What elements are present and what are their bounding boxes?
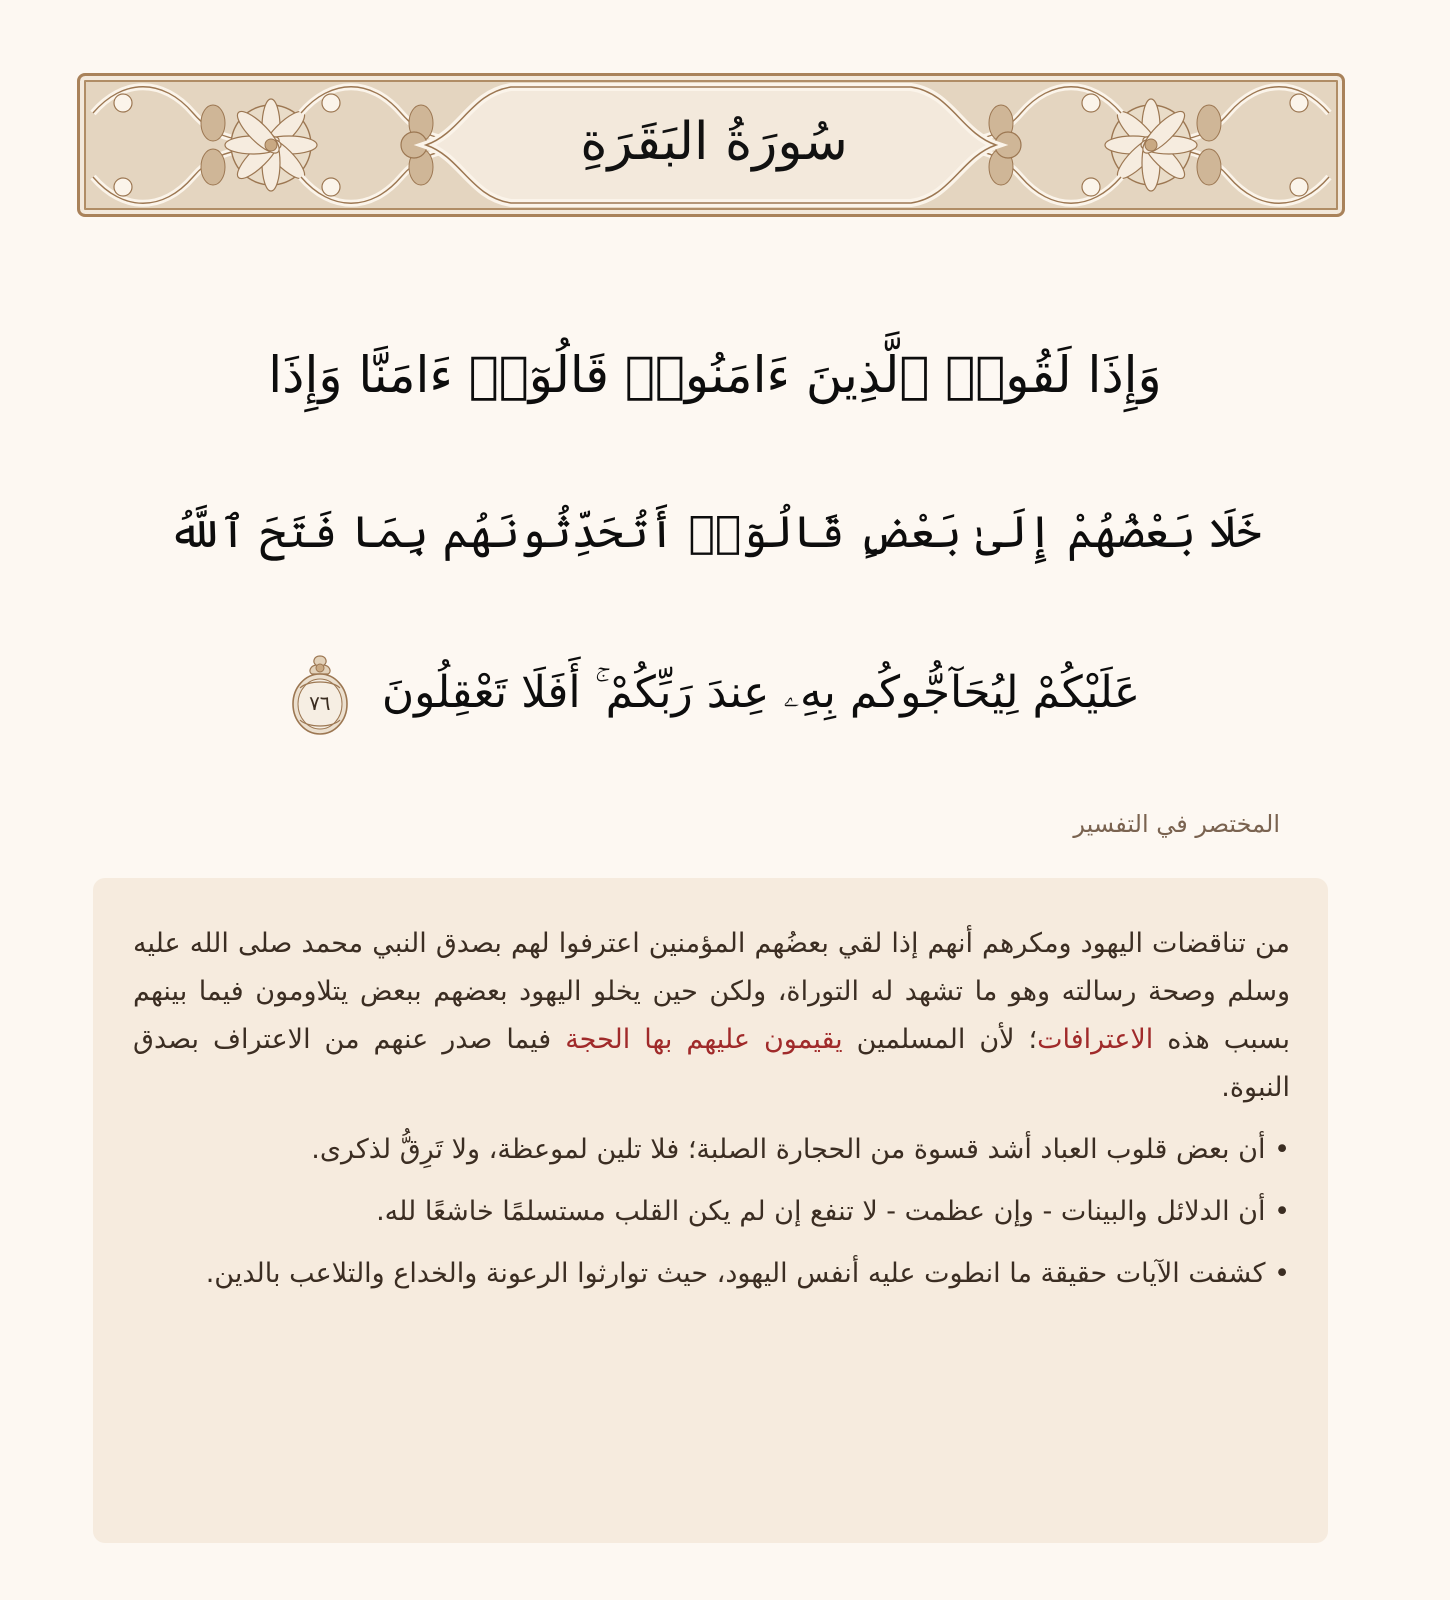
ayah-number: ٧٦ xyxy=(309,690,331,715)
tafsir-source-label[interactable]: المختصر في التفسير xyxy=(1073,810,1280,838)
ayah-line-text: عَلَيْكُمْ لِيُحَآجُّوكُم بِهِۦ عِندَ رَبِّكُمْ ۚ أَفَلَا تَعْقِلُونَ xyxy=(381,667,1141,718)
tafsir-card xyxy=(93,878,1328,1543)
tafsir-bullet: • أن بعض قلوب العباد أشد قسوة من الحجارة الصلبة؛ فلا تلين لموعظة، ولا تَرِقُّ لذكرى. xyxy=(133,1126,1290,1174)
ayah-line xyxy=(90,300,1340,450)
tafsir-bullet: • أن الدلائل والبينات - وإن عظمت - لا تنفع إن لم يكن القلب مستسلمًا خاشعًا لله. xyxy=(133,1188,1290,1236)
ayah-line-text: خَلَا بَعْضُهُمْ إِلَىٰ بَعْضٍ قَالُوٓا۟ أَتُحَدِّثُونَهُم بِمَا فَتَحَ ٱللَّهُ xyxy=(168,507,1262,558)
tafsir-text: فيما صدر عنهم من الاعتراف بصدق النبوة. xyxy=(133,1024,1290,1103)
tafsir-highlight: الاعترافات xyxy=(1037,1024,1154,1055)
surah-name: سُورَةُ البَقَرَةِ xyxy=(580,112,848,172)
tafsir-text: من تناقضات اليهود ومكرهم أنهم إذا لقي بعضُهم المؤمنين اعترفوا لهم بصدق النبي محمد صلى الله عليه وسلم وصحة رسالته وهو ما تشهد له التوراة، ولكن حين يخلو اليهود بعضهم ببعض يتلاومون فيما بينهم بسبب هذه xyxy=(133,928,1291,1055)
ayah-line xyxy=(90,458,1340,608)
ayah-line xyxy=(90,618,1340,768)
tafsir-text: ؛ لأن المسلمين xyxy=(842,1024,1038,1055)
ayah-line-text: وَإِذَا لَقُوا۟ ٱلَّذِينَ ءَامَنُوا۟ قَالُوٓا۟ ءَامَنَّا وَإِذَا xyxy=(268,346,1162,404)
tafsir-paragraph xyxy=(133,920,1290,1112)
surah-title-cartouche xyxy=(500,84,928,206)
ayah-number-marker[interactable] xyxy=(290,654,350,738)
tafsir-highlight: يقيمون عليهم بها الحجة xyxy=(565,1024,843,1055)
tafsir-bullet: • كشفت الآيات حقيقة ما انطوت عليه أنفس اليهود، حيث توارثوا الرعونة والخداع والتلاعب بالدين. xyxy=(133,1250,1290,1298)
surah-header-banner xyxy=(77,73,1345,217)
